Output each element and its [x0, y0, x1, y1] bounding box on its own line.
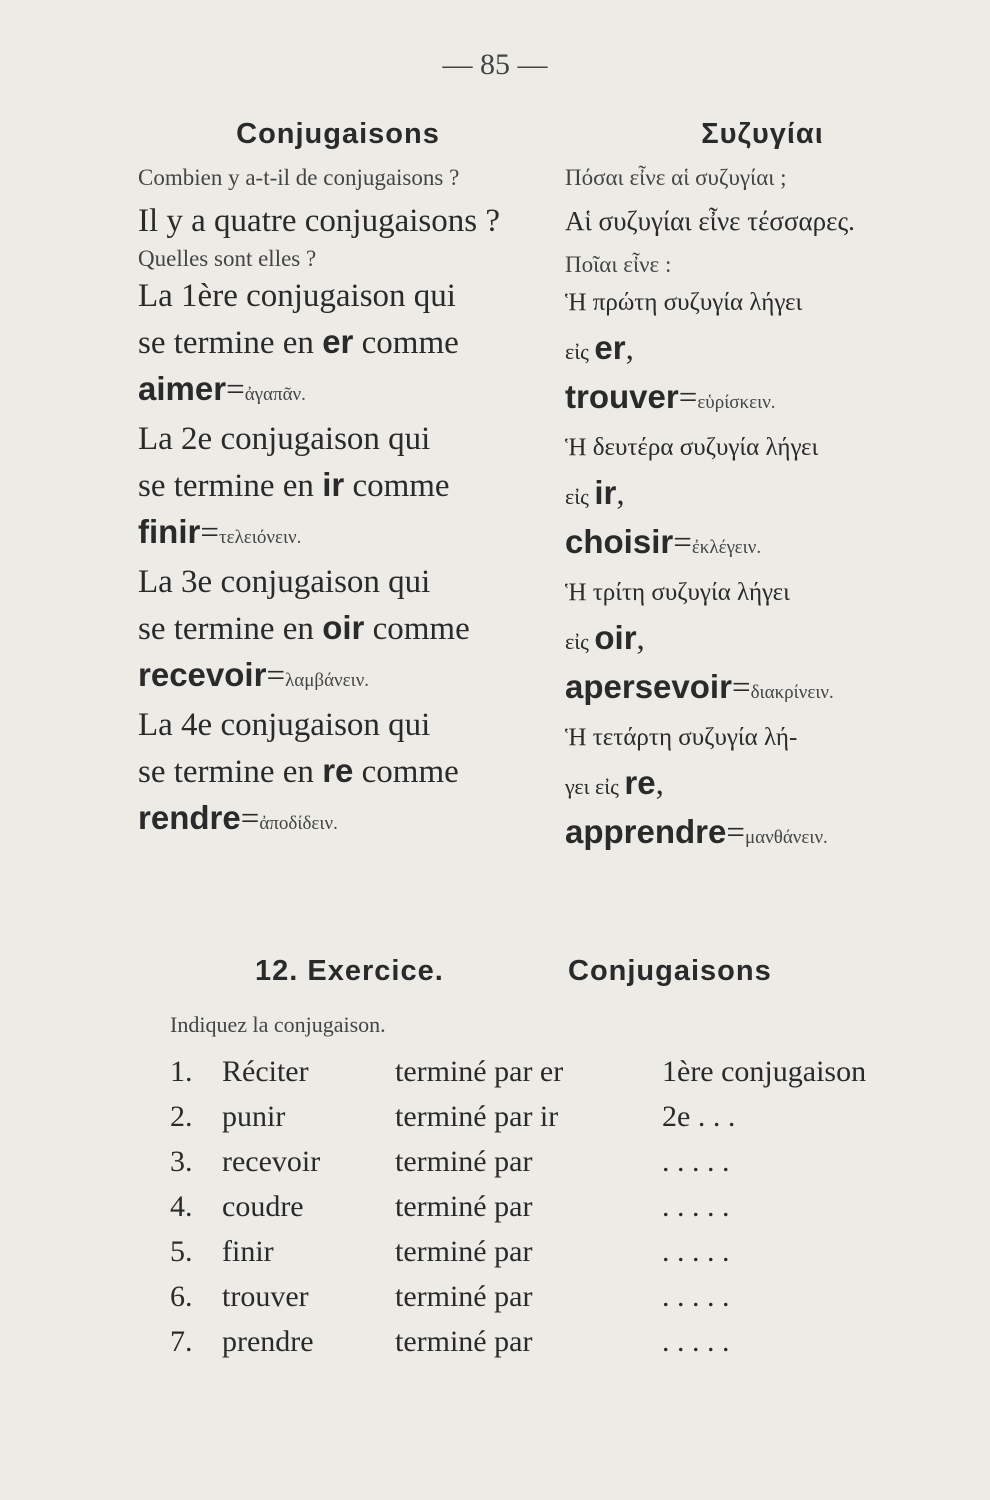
french-conj-3-gloss: λαμβάνειν. [285, 670, 370, 691]
exercise-row-ending: terminé par [395, 1145, 533, 1178]
greek-conj-1-gloss: εὑρίσκειν. [697, 392, 776, 413]
greek-heading: Συζυγίαι [701, 118, 824, 150]
greek-conj-2-gloss: ἐκλέγειν. [691, 537, 762, 558]
greek-question-2: Ποῖαι εἶνε : [565, 252, 672, 277]
french-question-1: Combien y a-t-il de conjugaisons ? [138, 165, 460, 190]
exercise-row-verb: punir [222, 1100, 286, 1133]
greek-conj-2-intro: Ἡ δευτέρα συζυγία λήγει [565, 434, 819, 461]
greek-column [565, 118, 960, 860]
greek-conj-1-pre: εἰς [565, 339, 595, 364]
exercise-row-verb: coudre [222, 1190, 304, 1223]
greek-conj-3-sep: = [731, 670, 751, 706]
greek-conj-4-post: , [655, 766, 664, 802]
french-column [138, 118, 538, 846]
french-conj-3-sep: = [266, 658, 286, 694]
exercise-row-conj: . . . . . [662, 1325, 730, 1358]
exercise-row-num: 3. [170, 1145, 193, 1178]
french-question-2: Quelles sont elles ? [138, 246, 317, 271]
greek-conj-4 [565, 715, 960, 860]
french-conj-2-verb: finir [138, 513, 201, 550]
exercise-row-verb: trouver [222, 1280, 309, 1313]
exercise-row-verb: recevoir [222, 1145, 321, 1178]
greek-conj-3-intro: Ἡ τρίτη συζυγία λήγει [565, 579, 790, 606]
greek-conj-4-gloss: μανθάνειν. [745, 827, 828, 848]
exercise-row-num: 1. [170, 1055, 193, 1088]
french-conj-3-tail: comme [364, 611, 470, 647]
exercise-row-ending: terminé par [395, 1280, 533, 1313]
exercise-row-conj: . . . . . [662, 1190, 730, 1223]
french-conj-1-gloss: ἀγαπᾶν. [244, 384, 306, 405]
greek-conj-3-ending: oir [594, 619, 637, 656]
exercise-row-verb: Réciter [222, 1055, 309, 1088]
french-conj-1-mid: se termine en [138, 325, 323, 361]
greek-conj-3 [565, 570, 960, 715]
french-conj-2-gloss: τελειόνειν. [218, 527, 302, 548]
greek-conj-2-ending: ir [594, 474, 617, 511]
greek-conj-3-gloss: διακρίνειν. [750, 682, 834, 703]
french-conj-2-intro: La 2e conjugaison qui [138, 421, 431, 457]
exercise-row-ending: terminé par [395, 1325, 533, 1358]
greek-conj-2-post: , [616, 476, 625, 512]
french-conj-3-mid: se termine en [138, 611, 323, 647]
french-conj-3-ending: oir [322, 609, 365, 646]
french-conj-4-verb: rendre [138, 799, 241, 836]
exercise-row-conj: 1ère conjugaison [662, 1055, 867, 1088]
greek-conj-3-pre: εἰς [565, 629, 595, 654]
greek-conj-1-post: , [625, 331, 634, 367]
french-conj-4-gloss: ἀποδίδειν. [259, 813, 338, 834]
french-conj-3-intro: La 3e conjugaison qui [138, 564, 431, 600]
french-conj-1-sep: = [226, 372, 245, 408]
exercise-row-conj: . . . . . [662, 1235, 730, 1268]
exercise-subtitle: Conjugaisons [568, 955, 772, 987]
greek-conj-1-ending: er [594, 329, 626, 366]
greek-conj-2-sep: = [673, 525, 692, 561]
french-conj-3 [138, 560, 538, 703]
exercise-row-ending: terminé par ir [395, 1100, 559, 1133]
french-conj-4-intro: La 4e conjugaison qui [138, 707, 431, 743]
exercise-row-num: 7. [170, 1325, 193, 1358]
exercise-row-num: 5. [170, 1235, 193, 1268]
french-conj-4-mid: se termine en [138, 754, 323, 790]
greek-conj-4-intro: Ἡ τετάρτη συζυγία λή- [565, 724, 798, 751]
french-conj-2-ending: ir [322, 466, 345, 503]
exercise-instruction: Indiquez la conjugaison. [170, 1012, 386, 1037]
french-conj-2-mid: se termine en [138, 468, 323, 504]
exercise-row-num: 2. [170, 1100, 193, 1133]
exercise-row-conj: 2e . . . [662, 1100, 736, 1133]
french-conj-4-ending: re [322, 752, 354, 789]
french-conj-1-tail: comme [353, 325, 459, 361]
exercise-title: 12. Exercice. [255, 955, 444, 987]
french-conj-1-verb: aimer [138, 370, 227, 407]
exercise-row-verb: finir [222, 1235, 274, 1268]
greek-answer-1: Αἱ συζυγίαι εἶνε τέσσαρες. [565, 206, 855, 236]
exercise-row-ending: terminé par er [395, 1055, 564, 1088]
exercise-row-conj: . . . . . [662, 1280, 730, 1313]
exercise-row-ending: terminé par [395, 1190, 533, 1223]
greek-conj-2-verb: choisir [565, 523, 674, 560]
french-conj-4-sep: = [240, 801, 260, 837]
french-conj-1 [138, 274, 538, 417]
french-conj-2-sep: = [200, 515, 219, 551]
greek-conj-4-sep: = [726, 815, 745, 851]
greek-question-1: Πόσαι εἶνε αἱ συζυγίαι ; [565, 165, 787, 190]
exercise-row-verb: prendre [222, 1325, 314, 1358]
french-conj-3-verb: recevoir [138, 656, 267, 693]
french-conj-4 [138, 703, 538, 846]
french-conj-2 [138, 417, 538, 560]
greek-conj-4-pre: γει εἰς [565, 774, 625, 799]
page-number: — 85 — [442, 48, 548, 81]
greek-conj-3-post: , [636, 621, 645, 657]
greek-conj-4-ending: re [624, 764, 656, 801]
greek-conj-1-verb: trouver [565, 378, 679, 415]
french-conj-2-tail: comme [344, 468, 450, 504]
greek-conj-2 [565, 425, 960, 570]
greek-conj-1-sep: = [678, 380, 698, 416]
exercise-row-ending: terminé par [395, 1235, 533, 1268]
greek-conj-3-verb: apersevoir [565, 668, 732, 705]
greek-conj-4-verb: apprendre [565, 813, 727, 850]
exercise-row-num: 6. [170, 1280, 193, 1313]
french-answer-1: Il y a quatre conjugaisons ? [138, 203, 500, 239]
greek-conj-1-intro: Ἡ πρώτη συζυγία λήγει [565, 289, 803, 316]
exercise-row-num: 4. [170, 1190, 193, 1223]
exercise-row-conj: . . . . . [662, 1145, 730, 1178]
french-heading: Conjugaisons [236, 118, 440, 150]
french-conj-1-intro: La 1ère conjugaison qui [138, 278, 456, 314]
french-conj-1-ending: er [322, 323, 354, 360]
greek-conj-2-pre: εἰς [565, 484, 595, 509]
french-conj-4-tail: comme [353, 754, 459, 790]
greek-conj-1 [565, 280, 960, 425]
